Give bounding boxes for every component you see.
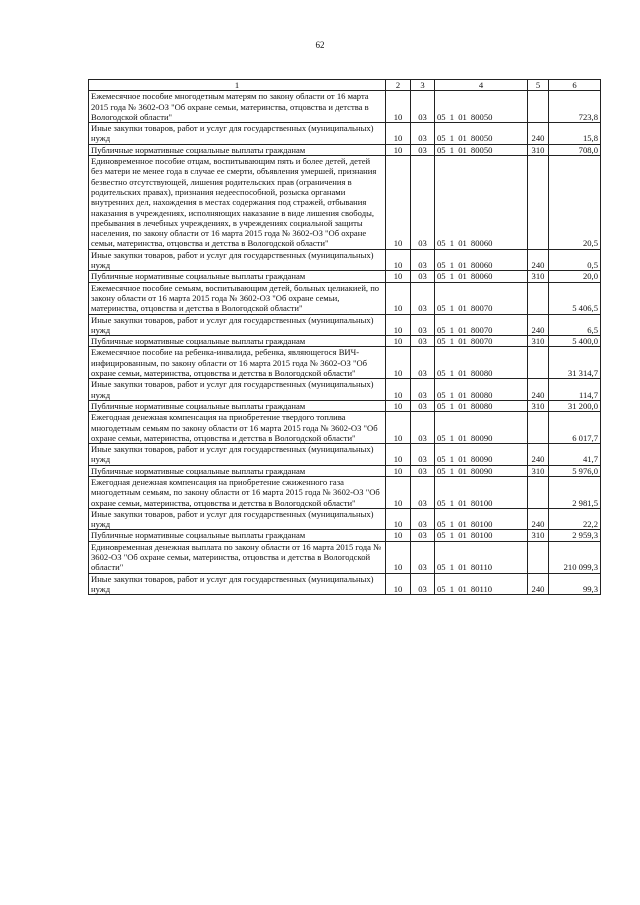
subsection-code: 03 bbox=[411, 444, 435, 466]
subsection-code: 03 bbox=[411, 508, 435, 530]
expense-type-code: 310 bbox=[528, 271, 549, 282]
subsection-code: 03 bbox=[411, 314, 435, 336]
target-article-code: 05 1 01 80080 bbox=[435, 400, 528, 411]
row-name: Единовременная денежная выплата по закону области от 16 марта 2015 года № 3602-ОЗ "Об охране семьи, материнства, отцовства и детства в Вологодской области" bbox=[89, 541, 386, 573]
subsection-code: 03 bbox=[411, 91, 435, 123]
row-name: Публичные нормативные социальные выплаты гражданам bbox=[89, 144, 386, 155]
section-code: 10 bbox=[386, 476, 411, 508]
row-name: Ежегодная денежная компенсация на приобретение твердого топлива многодетным семьям по закону области от 16 марта 2015 года № 3602-ОЗ "Об охране семьи, материнства, отцовства и детства в Вологодской области" bbox=[89, 412, 386, 444]
subsection-code: 03 bbox=[411, 573, 435, 595]
section-code: 10 bbox=[386, 573, 411, 595]
amount: 6,5 bbox=[549, 314, 601, 336]
subsection-code: 03 bbox=[411, 400, 435, 411]
expense-type-code: 240 bbox=[528, 444, 549, 466]
target-article-code: 05 1 01 80090 bbox=[435, 465, 528, 476]
row-name: Публичные нормативные социальные выплаты гражданам bbox=[89, 530, 386, 541]
table-row bbox=[89, 530, 601, 541]
column-header-4: 4 bbox=[435, 80, 528, 91]
amount: 20,0 bbox=[549, 271, 601, 282]
subsection-code: 03 bbox=[411, 465, 435, 476]
expense-type-code: 310 bbox=[528, 400, 549, 411]
column-header-1: 1 bbox=[89, 80, 386, 91]
row-name: Ежегодная денежная компенсация на приобретение сжиженного газа многодетным семьям, по закону области от 16 марта 2015 года № 3602-ОЗ "Об охране семьи, материнства, отцовства и детства в Вологодской области" bbox=[89, 476, 386, 508]
section-code: 10 bbox=[386, 465, 411, 476]
amount: 2 959,3 bbox=[549, 530, 601, 541]
expense-type-code: 310 bbox=[528, 336, 549, 347]
section-code: 10 bbox=[386, 282, 411, 314]
section-code: 10 bbox=[386, 541, 411, 573]
section-code: 10 bbox=[386, 379, 411, 401]
subsection-code: 03 bbox=[411, 156, 435, 250]
row-name: Ежемесячное пособие семьям, воспитывающим детей, больных целиакией, по закону области от 16 марта 2015 года № 3602-ОЗ "Об охране семьи, материнства, отцовства и детства в Вологодской области" bbox=[89, 282, 386, 314]
expense-type-code bbox=[528, 156, 549, 250]
row-name: Иные закупки товаров, работ и услуг для государственных (муниципальных) нужд bbox=[89, 314, 386, 336]
table-row bbox=[89, 336, 601, 347]
table-row bbox=[89, 541, 601, 573]
amount: 114,7 bbox=[549, 379, 601, 401]
amount: 708,0 bbox=[549, 144, 601, 155]
table-row bbox=[89, 249, 601, 271]
expense-type-code bbox=[528, 412, 549, 444]
row-name: Ежемесячное пособие многодетным матерям по закону области от 16 марта 2015 года № 3602-ОЗ "Об охране семьи, материнства, отцовства и детства в Вологодской области" bbox=[89, 91, 386, 123]
amount: 31 314,7 bbox=[549, 347, 601, 379]
budget-table bbox=[88, 79, 601, 595]
section-code: 10 bbox=[386, 144, 411, 155]
section-code: 10 bbox=[386, 271, 411, 282]
section-code: 10 bbox=[386, 508, 411, 530]
target-article-code: 05 1 01 80090 bbox=[435, 412, 528, 444]
header-row bbox=[89, 80, 601, 91]
column-header-2: 2 bbox=[386, 80, 411, 91]
table-row bbox=[89, 400, 601, 411]
section-code: 10 bbox=[386, 530, 411, 541]
expense-type-code: 240 bbox=[528, 249, 549, 271]
table-row bbox=[89, 282, 601, 314]
row-name: Публичные нормативные социальные выплаты гражданам bbox=[89, 336, 386, 347]
target-article-code: 05 1 01 80110 bbox=[435, 573, 528, 595]
target-article-code: 05 1 01 80110 bbox=[435, 541, 528, 573]
expense-type-code bbox=[528, 282, 549, 314]
column-header-6: 6 bbox=[549, 80, 601, 91]
section-code: 10 bbox=[386, 347, 411, 379]
table-row bbox=[89, 465, 601, 476]
target-article-code: 05 1 01 80100 bbox=[435, 476, 528, 508]
section-code: 10 bbox=[386, 314, 411, 336]
target-article-code: 05 1 01 80050 bbox=[435, 91, 528, 123]
row-name: Иные закупки товаров, работ и услуг для государственных (муниципальных) нужд bbox=[89, 249, 386, 271]
target-article-code: 05 1 01 80050 bbox=[435, 144, 528, 155]
expense-type-code: 240 bbox=[528, 123, 549, 145]
table-row bbox=[89, 144, 601, 155]
expense-type-code: 240 bbox=[528, 314, 549, 336]
subsection-code: 03 bbox=[411, 249, 435, 271]
expense-type-code: 310 bbox=[528, 144, 549, 155]
expense-type-code bbox=[528, 541, 549, 573]
section-code: 10 bbox=[386, 444, 411, 466]
expense-type-code: 310 bbox=[528, 530, 549, 541]
subsection-code: 03 bbox=[411, 336, 435, 347]
expense-type-code bbox=[528, 476, 549, 508]
target-article-code: 05 1 01 80070 bbox=[435, 336, 528, 347]
amount: 22,2 bbox=[549, 508, 601, 530]
target-article-code: 05 1 01 80070 bbox=[435, 282, 528, 314]
section-code: 10 bbox=[386, 123, 411, 145]
row-name: Иные закупки товаров, работ и услуг для государственных (муниципальных) нужд bbox=[89, 123, 386, 145]
target-article-code: 05 1 01 80070 bbox=[435, 314, 528, 336]
target-article-code: 05 1 01 80080 bbox=[435, 347, 528, 379]
target-article-code: 05 1 01 80060 bbox=[435, 271, 528, 282]
table-row bbox=[89, 412, 601, 444]
amount: 41,7 bbox=[549, 444, 601, 466]
subsection-code: 03 bbox=[411, 530, 435, 541]
column-header-3: 3 bbox=[411, 80, 435, 91]
row-name: Иные закупки товаров, работ и услуг для государственных (муниципальных) нужд bbox=[89, 444, 386, 466]
row-name: Иные закупки товаров, работ и услуг для государственных (муниципальных) нужд bbox=[89, 508, 386, 530]
section-code: 10 bbox=[386, 156, 411, 250]
subsection-code: 03 bbox=[411, 541, 435, 573]
amount: 99,3 bbox=[549, 573, 601, 595]
amount: 210 099,3 bbox=[549, 541, 601, 573]
target-article-code: 05 1 01 80060 bbox=[435, 156, 528, 250]
expense-type-code: 240 bbox=[528, 573, 549, 595]
section-code: 10 bbox=[386, 249, 411, 271]
expense-type-code: 240 bbox=[528, 508, 549, 530]
target-article-code: 05 1 01 80100 bbox=[435, 508, 528, 530]
subsection-code: 03 bbox=[411, 123, 435, 145]
subsection-code: 03 bbox=[411, 347, 435, 379]
expense-type-code bbox=[528, 347, 549, 379]
table-row bbox=[89, 91, 601, 123]
expense-type-code: 240 bbox=[528, 379, 549, 401]
subsection-code: 03 bbox=[411, 282, 435, 314]
table-row bbox=[89, 476, 601, 508]
target-article-code: 05 1 01 80050 bbox=[435, 123, 528, 145]
subsection-code: 03 bbox=[411, 476, 435, 508]
amount: 0,5 bbox=[549, 249, 601, 271]
table-row bbox=[89, 123, 601, 145]
target-article-code: 05 1 01 80100 bbox=[435, 530, 528, 541]
subsection-code: 03 bbox=[411, 271, 435, 282]
table-row bbox=[89, 156, 601, 250]
table-row bbox=[89, 444, 601, 466]
column-header-5: 5 bbox=[528, 80, 549, 91]
amount: 2 981,5 bbox=[549, 476, 601, 508]
table-row bbox=[89, 347, 601, 379]
page-number: 62 bbox=[315, 40, 325, 50]
row-name: Ежемесячное пособие на ребенка-инвалида, ребенка, являющегося ВИЧ-инфицированным, по закону области от 16 марта 2015 года № 3602-ОЗ "Об охране семьи, материнства, отцовства и детства в Вологодской области" bbox=[89, 347, 386, 379]
row-name: Публичные нормативные социальные выплаты гражданам bbox=[89, 465, 386, 476]
subsection-code: 03 bbox=[411, 412, 435, 444]
row-name: Публичные нормативные социальные выплаты гражданам bbox=[89, 400, 386, 411]
expense-type-code: 310 bbox=[528, 465, 549, 476]
section-code: 10 bbox=[386, 336, 411, 347]
target-article-code: 05 1 01 80080 bbox=[435, 379, 528, 401]
amount: 6 017,7 bbox=[549, 412, 601, 444]
target-article-code: 05 1 01 80090 bbox=[435, 444, 528, 466]
subsection-code: 03 bbox=[411, 379, 435, 401]
amount: 31 200,0 bbox=[549, 400, 601, 411]
subsection-code: 03 bbox=[411, 144, 435, 155]
row-name: Иные закупки товаров, работ и услуг для государственных (муниципальных) нужд bbox=[89, 379, 386, 401]
target-article-code: 05 1 01 80060 bbox=[435, 249, 528, 271]
table-row bbox=[89, 379, 601, 401]
table-row bbox=[89, 573, 601, 595]
section-code: 10 bbox=[386, 400, 411, 411]
amount: 5 400,0 bbox=[549, 336, 601, 347]
amount: 20,5 bbox=[549, 156, 601, 250]
row-name: Единовременное пособие отцам, воспитывающим пять и более детей, детей без матери не менее года в случае ее смерти, объявления умершей, признания безвестно отсутствующей, лишения родительских прав (ограничения в родительских правах), признания недееспособной, розыска органами внутренних дел, нахождения в местах содержания под стражей, отбывания наказания в учреждениях, исполняющих наказание в виде лишения свободы, пребывания в лечебных учреждениях, в учреждениях социальной защиты населения, по закону области от 16 марта 2015 года № 3602-ОЗ "Об охране семьи, материнства, отцовства и детства в Вологодской области" bbox=[89, 156, 386, 250]
table-row bbox=[89, 271, 601, 282]
table-body bbox=[89, 91, 601, 595]
expense-type-code bbox=[528, 91, 549, 123]
amount: 15,8 bbox=[549, 123, 601, 145]
section-code: 10 bbox=[386, 91, 411, 123]
row-name: Иные закупки товаров, работ и услуг для государственных (муниципальных) нужд bbox=[89, 573, 386, 595]
amount: 5 976,0 bbox=[549, 465, 601, 476]
section-code: 10 bbox=[386, 412, 411, 444]
row-name: Публичные нормативные социальные выплаты гражданам bbox=[89, 271, 386, 282]
table-row bbox=[89, 314, 601, 336]
table-row bbox=[89, 508, 601, 530]
amount: 5 406,5 bbox=[549, 282, 601, 314]
amount: 723,8 bbox=[549, 91, 601, 123]
